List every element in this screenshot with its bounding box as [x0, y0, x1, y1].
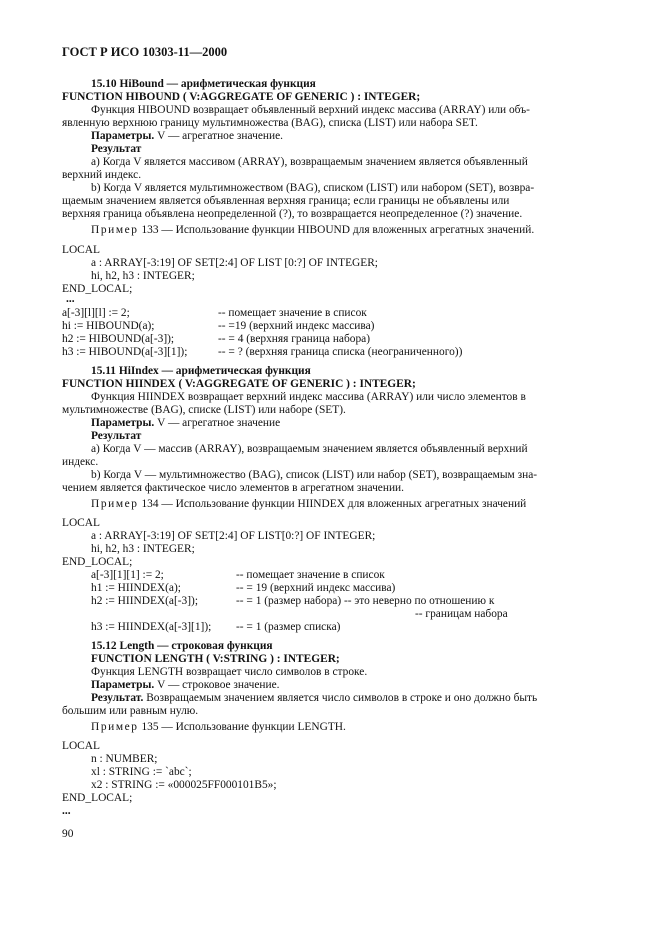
params-line — [91, 417, 280, 430]
paragraph-line: Функция HIINDEX возвращает верхний индекс массива (ARRAY) или число элементов в — [91, 391, 526, 403]
function-signature-hiindex: FUNCTION HIINDEX ( V:AGGREGATE OF GENERIC ) : INTEGER; — [62, 378, 416, 390]
params-label: Параметры. — [91, 417, 155, 429]
code-line: a : ARRAY[-3:19] OF SET[2:4] OF LIST [0:?] OF INTEGER; — [91, 257, 378, 269]
paragraph-line: Функция HIBOUND возвращает объявленный верхний индекс массива (ARRAY) или объ- — [91, 104, 530, 116]
code-ellipsis: ... — [62, 805, 71, 817]
code-comment: -- помещает значение в список — [218, 307, 367, 319]
example-caption — [91, 224, 534, 237]
code-comment: -- =19 (верхний индекс массива) — [218, 320, 375, 332]
example-text: 133 — Использование функции HIBOUND для вложенных агрегатных значений. — [141, 224, 535, 236]
code-comment: -- = 1 (размер набора) -- это неверно по отношению к — [236, 595, 495, 607]
code-statement: h3 := HIINDEX(a[-3][1]); — [91, 621, 212, 633]
code-line: END_LOCAL; — [62, 556, 133, 568]
example-word: Пример — [91, 498, 139, 510]
paragraph-line: индекс. — [62, 456, 99, 468]
paragraph-line: b) Когда V — мультимножество (BAG), список (LIST) или набор (SET), возвращаемым зна- — [91, 469, 538, 481]
section-title-hibound: 15.10 HiBound — арифметическая функция — [91, 78, 316, 90]
code-comment: -- границам набора — [415, 608, 508, 620]
code-statement: hi := HIBOUND(a); — [62, 320, 155, 332]
result-label: Результат. — [91, 692, 144, 704]
paragraph-line: верхняя граница объявлена неопределенной (?), то возвращается неопределенное (?) значение. — [62, 208, 523, 220]
result-label: Результат — [91, 430, 142, 442]
paragraph-line: а) Когда V — массив (ARRAY), возвращаемым значением является объявленный верхний — [91, 443, 528, 455]
params-label: Параметры. — [91, 679, 155, 691]
code-statement: h2 := HIBOUND(a[-3]); — [62, 333, 175, 345]
code-ellipsis: ... — [66, 293, 75, 305]
result-text: Возвращаемым значением является число символов в строке и оно должно быть — [146, 692, 538, 704]
code-statement: h3 := HIBOUND(a[-3][1]); — [62, 346, 188, 358]
params-text: V — агрегатное значение. — [157, 130, 283, 142]
code-line: END_LOCAL; — [62, 283, 133, 295]
page-number: 90 — [62, 828, 74, 840]
code-line: LOCAL — [62, 740, 100, 752]
params-line — [91, 130, 283, 143]
paragraph-line: щаемым значением является объявленная верхняя граница; если границы не объявлены или — [62, 195, 510, 207]
code-statement: a[-3][1][1] := 2; — [91, 569, 164, 581]
params-text: V — строковое значение. — [157, 679, 280, 691]
code-statement: h2 := HIINDEX(a[-3]); — [91, 595, 199, 607]
paragraph-line: большим или равным нулю. — [62, 705, 199, 717]
code-line: LOCAL — [62, 517, 100, 529]
params-line — [91, 679, 280, 692]
code-comment: -- = 1 (размер списка) — [236, 621, 341, 633]
code-line: xl : STRING := `abc`; — [91, 766, 192, 778]
paragraph-line: чением является фактическое число элементов в агрегатном значении. — [62, 482, 405, 494]
code-statement: h1 := HIINDEX(a); — [91, 582, 181, 594]
example-text: 135 — Использование функции LENGTH. — [141, 721, 346, 733]
code-statement: a[-3][l][l] := 2; — [62, 307, 130, 319]
function-signature-hibound: FUNCTION HIBOUND ( V:AGGREGATE OF GENERIC ) : INTEGER; — [62, 91, 421, 103]
example-caption — [91, 498, 526, 511]
example-text: 134 — Использование функции HIINDEX для вложенных агрегатных значений — [141, 498, 527, 510]
function-signature-length: FUNCTION LENGTH ( V:STRING ) : INTEGER; — [91, 653, 340, 665]
code-comment: -- = ? (верхняя граница списка (неограниченного)) — [218, 346, 463, 358]
code-line: n : NUMBER; — [91, 753, 158, 765]
paragraph-line: явленную верхнюю границу мультимножества (BAG), списка (LIST) или набора SET. — [62, 117, 478, 129]
paragraph-line: b) Когда V является мультимножеством (BAG), списком (LIST) или набором (SET), возвра- — [91, 182, 535, 194]
params-label: Параметры. — [91, 130, 155, 142]
code-comment: -- = 19 (верхний индекс массива) — [236, 582, 396, 594]
code-comment: -- помещает значение в список — [236, 569, 385, 581]
code-line: LOCAL — [62, 244, 100, 256]
section-title-hiindex: 15.11 HiIndex — арифметическая функция — [91, 365, 311, 377]
example-caption — [91, 721, 346, 734]
paragraph-line: а) Когда V является массивом (ARRAY), возвращаемым значением является объявленный — [91, 156, 528, 168]
code-line: a : ARRAY[-3:19] OF SET[2:4] OF LIST[0:?] OF INTEGER; — [91, 530, 376, 542]
code-line: hi, h2, h3 : INTEGER; — [91, 270, 195, 282]
code-line: x2 : STRING := «000025FF000101B5»; — [91, 779, 277, 791]
code-comment: -- = 4 (верхняя граница набора) — [218, 333, 371, 345]
result-line — [91, 692, 537, 705]
example-word: Пример — [91, 224, 139, 236]
params-text: V — агрегатное значение — [157, 417, 281, 429]
paragraph-line: верхний индекс. — [62, 169, 142, 181]
code-line: hi, h2, h3 : INTEGER; — [91, 543, 195, 555]
section-title-length: 15.12 Length — строковая функция — [91, 640, 273, 652]
paragraph-line: мультимножестве (BAG), списке (LIST) или наборе (SET). — [62, 404, 346, 416]
result-label: Результат — [91, 143, 142, 155]
example-word: Пример — [91, 721, 139, 733]
paragraph-line: Функция LENGTH возвращает число символов в строке. — [91, 666, 368, 678]
document-header: ГОСТ Р ИСО 10303-11—2000 — [62, 45, 228, 59]
code-line: END_LOCAL; — [62, 792, 133, 804]
